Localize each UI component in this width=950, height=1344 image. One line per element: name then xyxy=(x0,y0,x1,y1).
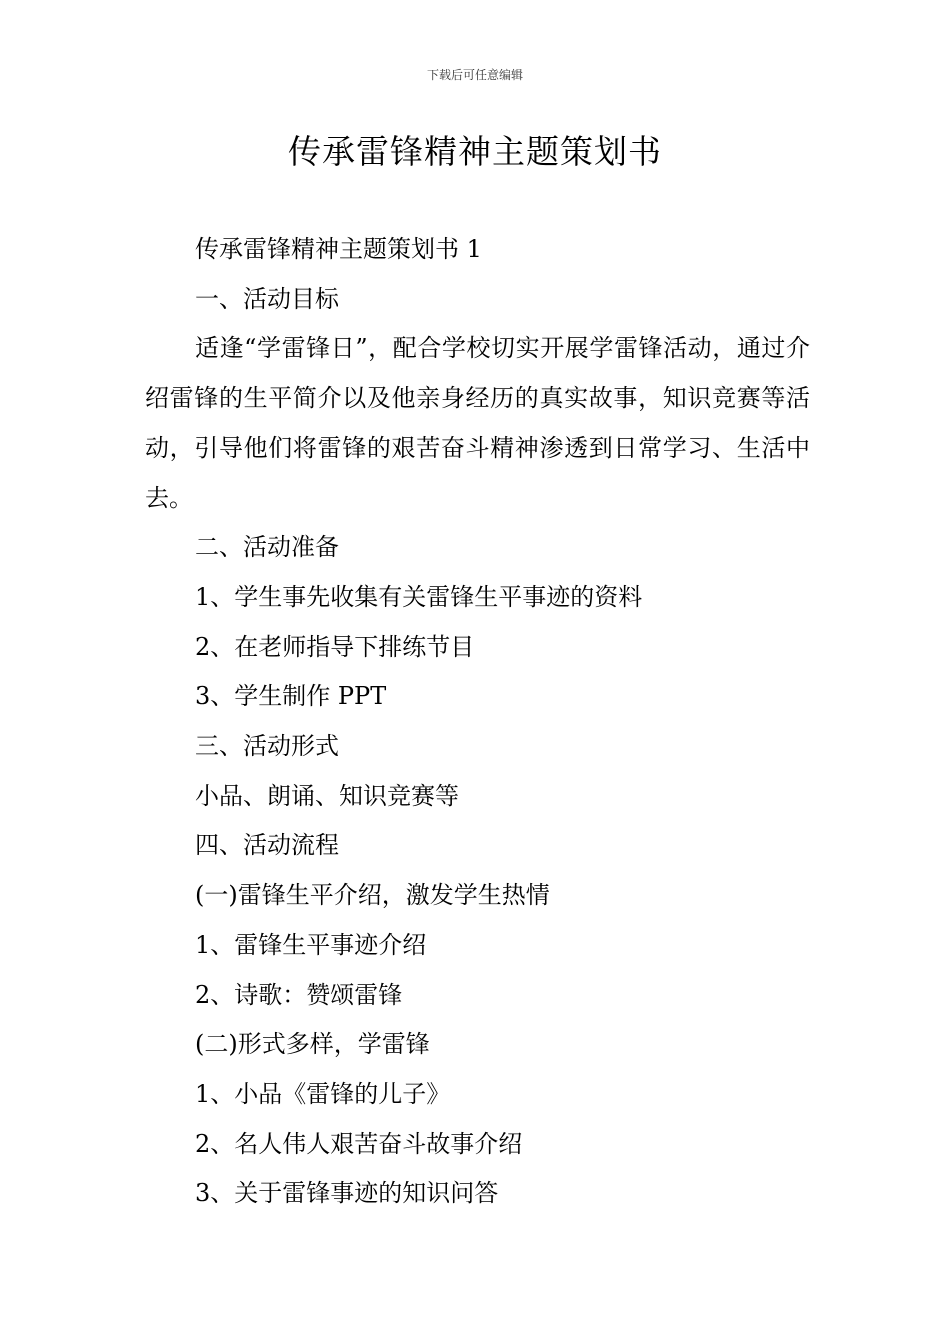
document-title: 传承雷锋精神主题策划书 xyxy=(288,132,662,171)
process-subheading-1: (一)雷锋生平介绍，激发学生热情 xyxy=(195,881,550,910)
section-heading-process: 四、活动流程 xyxy=(195,831,339,860)
process-item-2-1: 1、小品《雷锋的儿子》 xyxy=(195,1079,451,1108)
section-heading-preparation: 二、活动准备 xyxy=(195,533,339,562)
section-heading-goals: 一、活动目标 xyxy=(195,284,339,313)
preparation-item-2: 2、在老师指导下排练节目 xyxy=(195,632,475,661)
goals-paragraph: 适逢“学雷锋日”，配合学校切实开展学雷锋活动，通过介绍雷锋的生平简介以及他亲身经历的真实故事，知识竞赛等活动，引导他们将雷锋的艰苦奋斗精神渗透到日常学习、生活中去。 xyxy=(145,334,810,512)
preparation-item-1: 1、学生事先收集有关雷锋生平事迹的资料 xyxy=(195,582,643,611)
section-heading-format: 三、活动形式 xyxy=(195,732,339,761)
format-text: 小品、朗诵、知识竞赛等 xyxy=(195,781,459,810)
section-heading-plan: 传承雷锋精神主题策划书 1 xyxy=(195,235,482,263)
process-item-2-2: 2、名人伟人艰苦奋斗故事介绍 xyxy=(195,1129,523,1158)
process-item-1-1: 1、雷锋生平事迹介绍 xyxy=(195,930,427,959)
page-header-note: 下载后可任意编辑 xyxy=(426,68,523,82)
document-body xyxy=(145,225,810,1219)
process-item-1-2: 2、诗歌：赞颂雷锋 xyxy=(195,980,403,1009)
preparation-item-3: 3、学生制作 PPT xyxy=(195,682,387,711)
process-subheading-2: (二)形式多样，学雷锋 xyxy=(195,1030,430,1059)
process-item-2-3: 3、关于雷锋事迹的知识问答 xyxy=(195,1179,499,1208)
